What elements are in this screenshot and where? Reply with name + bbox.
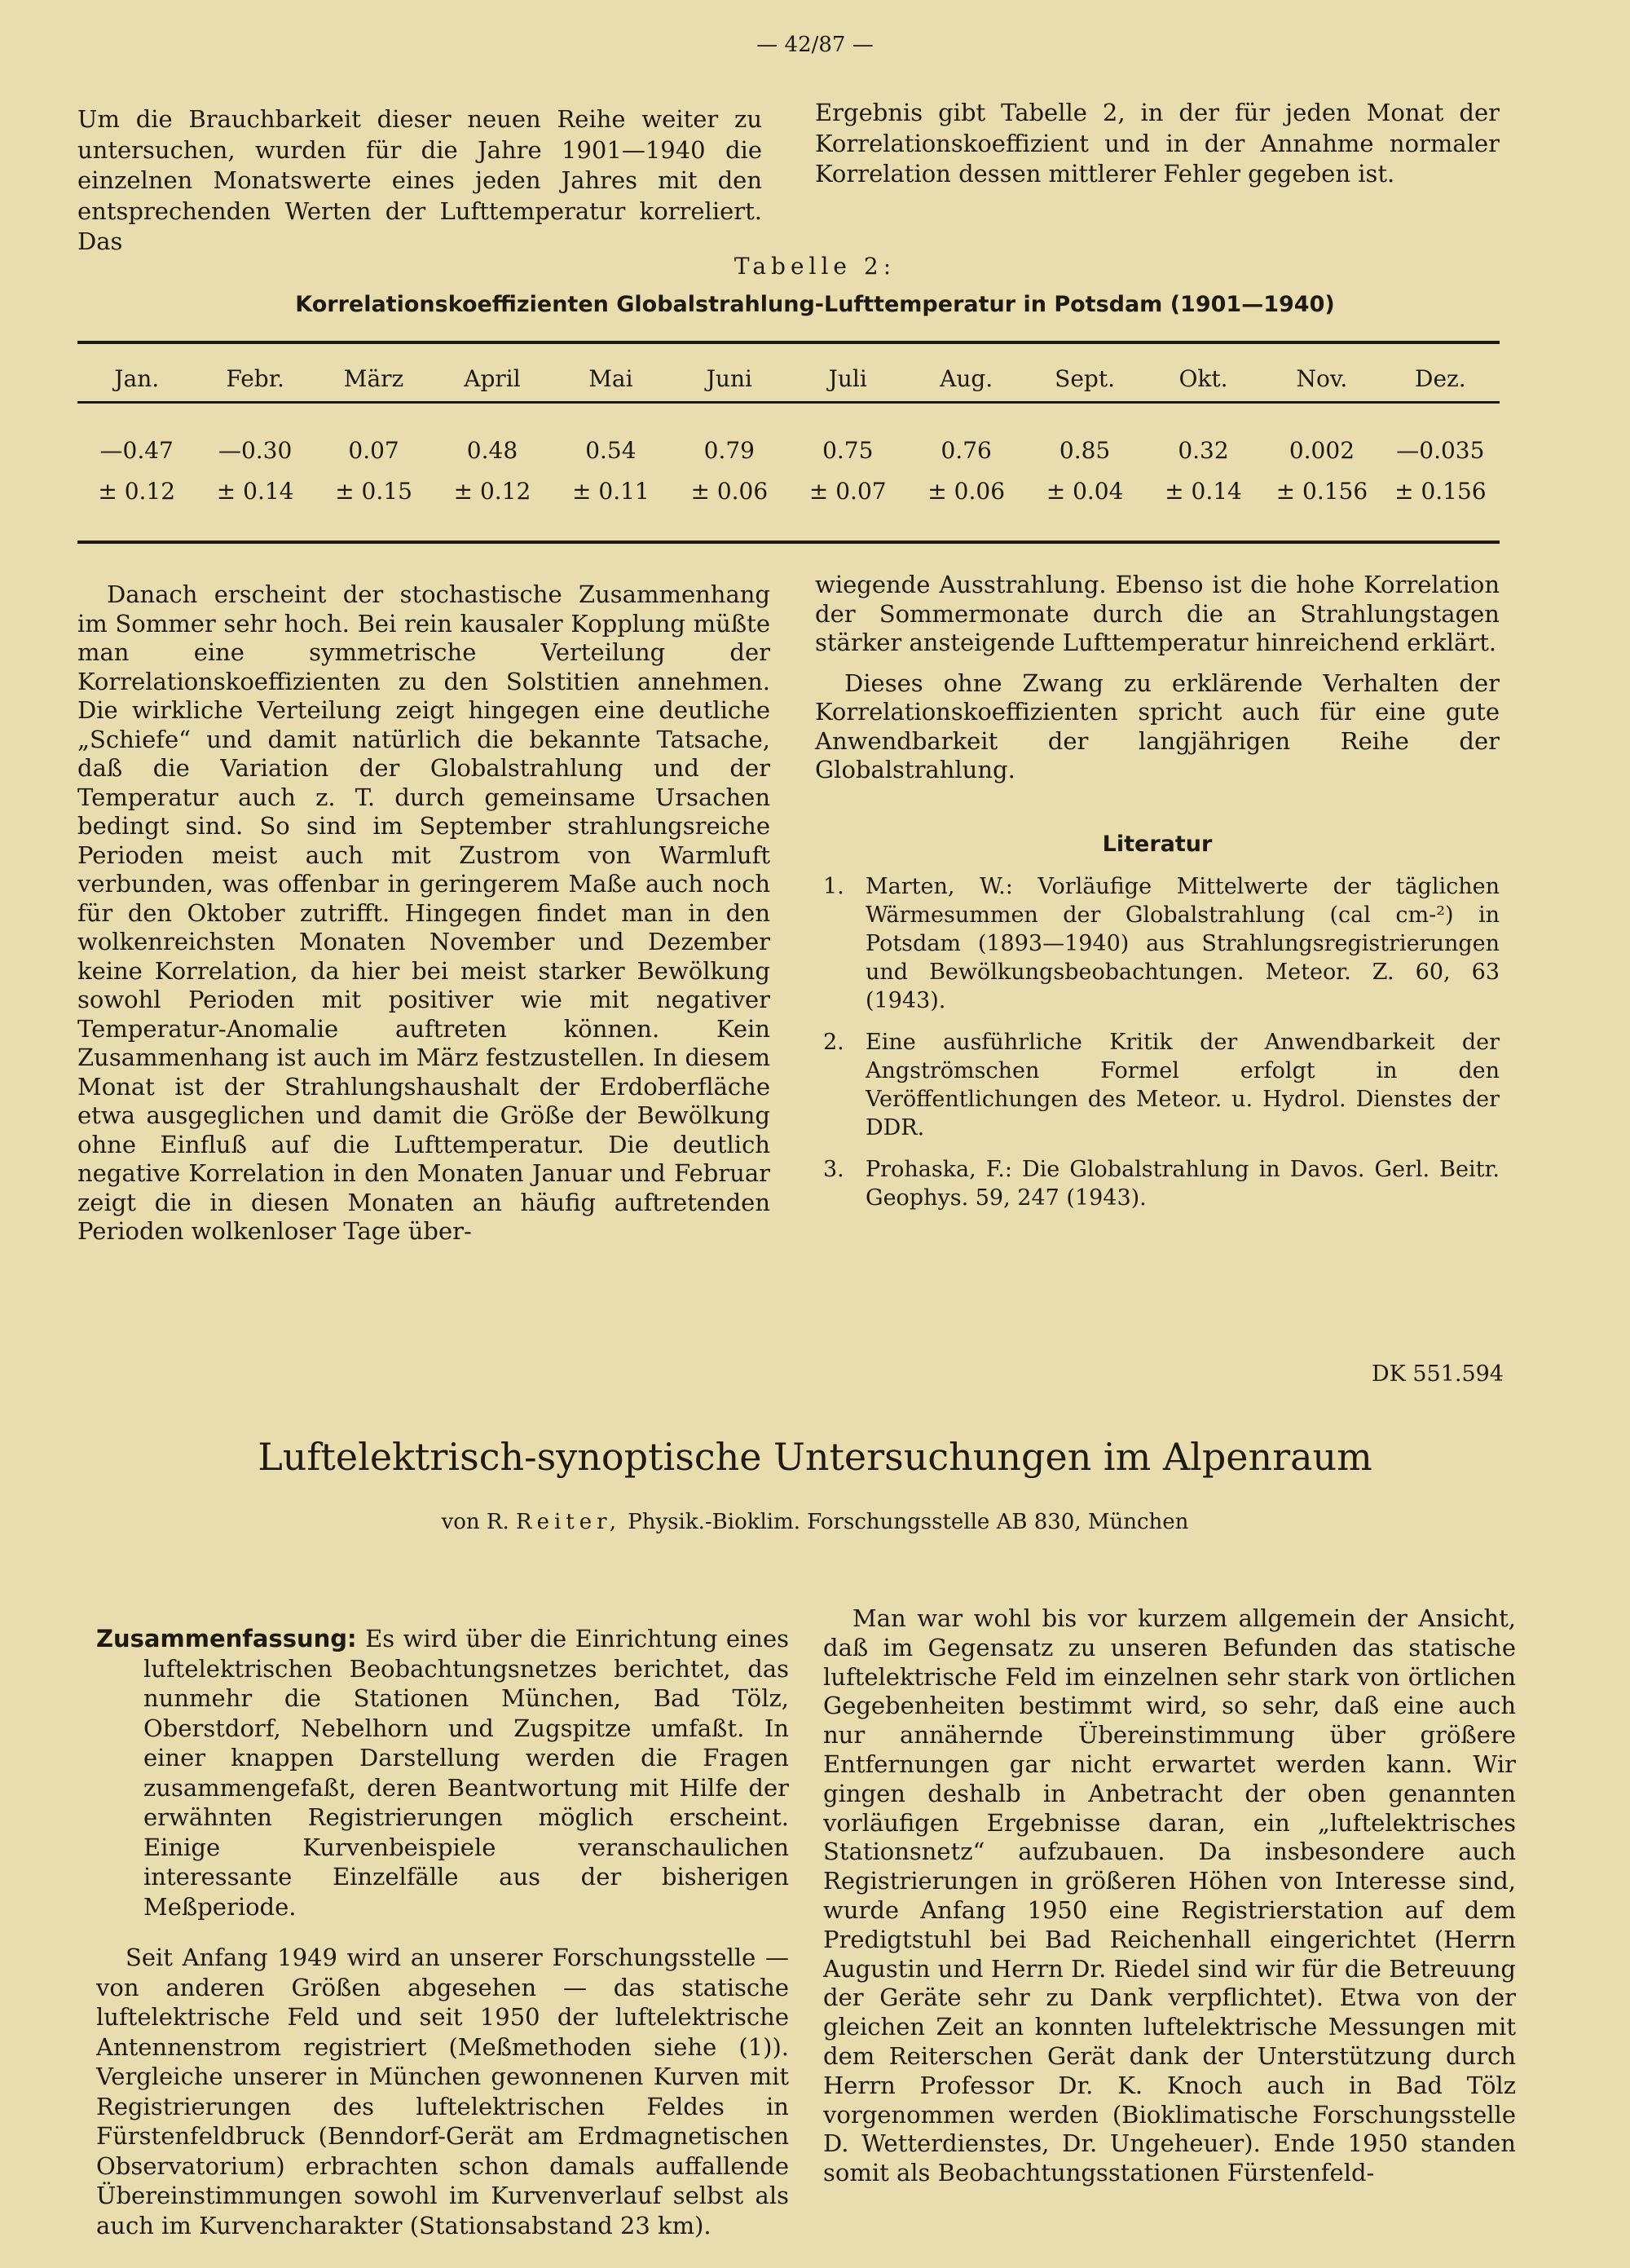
discussion-left-text: Danach erscheint der stochastische Zusammenhang im Sommer sehr hoch. Bei rein kausaler Kopplung müßte man eine symmetrische Verteilung der Korrelationskoeffizienten zu den Solstitien annehmen. Die wirkliche Verteilung zeigt hingegen eine deutliche „Schiefe“ und damit natürlich die bekannte Tatsache, daß die Variation der Globalstrahlung und der Temperatur auch z. T. durch gemeinsame Ursachen bedingt sind. So sind im September strahlungsreiche Perioden meist auch mit Zustrom von Warmluft verbunden, was offenbar in geringerem Maße auch noch für den Oktober zutrifft. Hingegen findet man in den wolkenreichsten Monaten November und Dezember keine Korrelation, da hier bei meist starker Bewölkung sowohl Perioden mit positiver wie mit negativer Temperatur-Anomalie auftreten können. Kein Zusammenhang ist auch im März festzustellen. In diesem Monat ist der Strahlungshaushalt der Erdoberfläche etwa ausgeglichen und damit die Größe der Bewölkung ohne Einfluß auf die Lufttemperatur. Die deutlich negative Korrelation in den Monaten Januar und Februar zeigt die in diesen Monaten an häufig auftretenden Perioden wolkenloser Tage über- xyxy=(77,580,770,1245)
month-header-cell: Febr. xyxy=(226,365,284,392)
table-caption: Tabelle 2: xyxy=(734,253,896,280)
coefficient-cell: —0.035 xyxy=(1396,437,1485,464)
coefficient-cell: —0.30 xyxy=(218,437,293,464)
byline-prefix: von R. xyxy=(441,1510,509,1534)
coefficient-cell: 0.002 xyxy=(1289,437,1355,464)
table-title: Korrelationskoeffizienten Globalstrahlung-Lufttemperatur in Potsdam (1901—1940) xyxy=(295,292,1335,317)
coefficient-cell: —0.47 xyxy=(99,437,174,464)
month-header-cell: Mai xyxy=(588,365,633,392)
table-header-rule xyxy=(77,401,1500,404)
error-cell: ± 0.12 xyxy=(98,478,176,505)
coefficient-cell: 0.75 xyxy=(822,437,874,464)
intro-left-column xyxy=(77,104,762,258)
coefficient-cell: 0.85 xyxy=(1059,437,1111,464)
dk-classification: DK 551.594 xyxy=(1371,1361,1504,1387)
error-cell: ± 0.12 xyxy=(453,478,531,505)
discussion-left-column xyxy=(77,580,770,1247)
error-cell: ± 0.04 xyxy=(1046,478,1124,505)
month-header-cell: April xyxy=(464,365,521,392)
intro-right-column xyxy=(815,98,1500,190)
literature-item xyxy=(823,1155,1500,1212)
discussion-right-text-2: Dieses ohne Zwang zu erklärende Verhalten der Korrelationskoeffizienten spricht auch für eine gute Anwendbarkeit der langjährigen Reihe der Globalstrahlung. xyxy=(815,668,1500,783)
error-cell: ± 0.06 xyxy=(690,478,769,505)
error-cell: ± 0.14 xyxy=(216,478,294,505)
page-number: — 42/87 — xyxy=(756,33,874,57)
discussion-right-text-1: wiegende Ausstrahlung. Ebenso ist die hohe Korrelation der Sommermonate durch die an Strahlungstagen stärker ansteigende Lufttemperatur hinreichend erklärt. xyxy=(815,571,1500,656)
month-header-cell: Jan. xyxy=(114,365,160,392)
article-title: Luftelektrisch-synoptische Untersuchungen im Alpenraum xyxy=(258,1435,1372,1479)
byline-affiliation: Physik.-Bioklim. Forschungsstelle AB 830, München xyxy=(628,1510,1189,1534)
intro-right-text: Ergebnis gibt Tabelle 2, in der für jeden Monat der Korrelationskoeffizient und in der Annahme normaler Korrelation dessen mittlerer Fehler gegeben ist. xyxy=(815,99,1500,188)
error-cell: ± 0.15 xyxy=(335,478,412,505)
literature-number: 2. xyxy=(823,1030,844,1055)
table-coefficient-row xyxy=(77,437,1500,464)
coefficient-cell: 0.76 xyxy=(941,437,992,464)
literature-number: 3. xyxy=(823,1157,844,1182)
error-cell: ± 0.14 xyxy=(1165,478,1242,505)
table-bottom-rule xyxy=(77,541,1500,544)
coefficient-cell: 0.54 xyxy=(585,437,637,464)
error-cell: ± 0.156 xyxy=(1394,478,1487,505)
article-left-column xyxy=(96,1624,789,2240)
literature-text: Prohaska, F.: Die Globalstrahlung in Davos. Gerl. Beitr. Geophys. 59, 247 (1943). xyxy=(866,1157,1500,1211)
month-header-cell: März xyxy=(343,365,404,392)
literature-item xyxy=(823,1028,1500,1142)
coefficient-cell: 0.07 xyxy=(348,437,399,464)
byline xyxy=(0,1510,1630,1534)
literature-list xyxy=(823,872,1500,1225)
month-header-cell: Okt. xyxy=(1178,365,1228,392)
literature-text: Marten, W.: Vorläufige Mittelwerte der täglichen Wärmesummen der Globalstrahlung (cal cm-²) in Potsdam (1893—1940) aus Strahlungsregistrierungen und Bewölkungsbeobachtungen. Meteor. Z. 60, 63 (1943). xyxy=(866,874,1500,1013)
table-header-row xyxy=(77,365,1500,392)
article-body-left: Seit Anfang 1949 wird an unserer Forschungsstelle — von anderen Größen abgesehen — das statische luftelektrische Feld und seit 1950 der luftelektrische Antennenstrom registriert (Meßmethoden siehe (1)). Vergleiche unserer in München gewonnenen Kurven mit Registrierungen des luftelektrischen Feldes in Fürstenfeldbruck (Benndorf-Gerät am Erdmagnetischen Observatorium) erbrachten schon damals auffallende Übereinstimmungen sowohl im Kurvenverlauf selbst als auch im Kurvencharakter (Stationsabstand 23 km). xyxy=(96,1944,789,2239)
literature-number: 1. xyxy=(823,874,844,899)
abstract-label: Zusammenfassung: xyxy=(96,1625,357,1652)
error-cell: ± 0.11 xyxy=(572,478,650,505)
error-cell: ± 0.06 xyxy=(927,478,1006,505)
intro-left-text: Um die Brauchbarkeit dieser neuen Reihe weiter zu untersuchen, wurden für die Jahre 1901—1940 die einzelnen Monatswerte eines jeden Jahres mit den entsprechenden Werten der Lufttemperatur korreliert. Das xyxy=(77,105,762,255)
month-header-cell: Aug. xyxy=(940,365,993,392)
literature-item xyxy=(823,872,1500,1015)
month-header-cell: Juni xyxy=(706,365,752,392)
article-right-column xyxy=(823,1604,1516,2188)
error-cell: ± 0.156 xyxy=(1275,478,1368,505)
month-header-cell: Sept. xyxy=(1055,365,1115,392)
literature-heading: Literatur xyxy=(1102,832,1213,857)
coefficient-cell: 0.32 xyxy=(1178,437,1229,464)
coefficient-cell: 0.48 xyxy=(466,437,518,464)
author-name: Reiter, xyxy=(516,1510,621,1534)
abstract xyxy=(96,1624,789,1922)
error-cell: ± 0.07 xyxy=(808,478,887,505)
discussion-right-column xyxy=(815,571,1500,785)
table-error-row xyxy=(77,478,1500,505)
month-header-cell: Nov. xyxy=(1296,365,1348,392)
month-header-cell: Juli xyxy=(828,365,867,392)
coefficient-cell: 0.79 xyxy=(703,437,755,464)
literature-text: Eine ausführliche Kritik der Anwendbarkeit der Angströmschen Formel erfolgt in den Veröffentlichungen des Meteor. u. Hydrol. Dienstes der DDR. xyxy=(866,1030,1500,1141)
abstract-text: Es wird über die Einrichtung eines luftelektrischen Beobachtungsnetzes berichtet, das nunmehr die Stationen München, Bad Tölz, Oberstdorf, Nebelhorn und Zugspitze umfaßt. In einer knappen Darstellung werden die Fragen zusammengefaßt, deren Beantwortung mit Hilfe der erwähnten Registrierungen möglich erscheint. Einige Kurvenbeispiele veranschaulichen interessante Einzelfälle aus der bisherigen Meßperiode. xyxy=(143,1625,790,1921)
table-top-rule xyxy=(77,341,1500,344)
article-body-right: Man war wohl bis vor kurzem allgemein der Ansicht, daß im Gegensatz zu unseren Befunden das statische luftelektrische Feld im einzelnen sehr stark von örtlichen Gegebenheiten bestimmt wird, so sehr, daß eine auch nur annähernde Übereinstimmung über größere Entfernungen gar nicht erwartet werden kann. Wir gingen deshalb in Anbetracht der oben genannten vorläufigen Ergebnisse daran, ein „luftelektrisches Stationsnetz“ aufzubauen. Da insbesondere auch Registrierungen in größeren Höhen von Interesse sind, wurde Anfang 1950 eine Registrierstation auf dem Predigtstuhl bei Bad Reichenhall eingerichtet (Herrn Augustin und Herrn Dr. Riedel sind wir für die Betreuung der Geräte sehr zu Dank verpflichtet). Etwa von der gleichen Zeit an konnten luftelektrische Messungen mit dem Reiterschen Gerät dank der Unterstützung durch Herrn Professor Dr. K. Knoch auch in Bad Tölz vorgenommen werden (Bioklimatische Forschungsstelle D. Wetterdienstes, Dr. Ungeheuer). Ende 1950 standen somit als Beobachtungsstationen Fürstenfeld- xyxy=(823,1604,1516,2187)
month-header-cell: Dez. xyxy=(1415,365,1466,392)
